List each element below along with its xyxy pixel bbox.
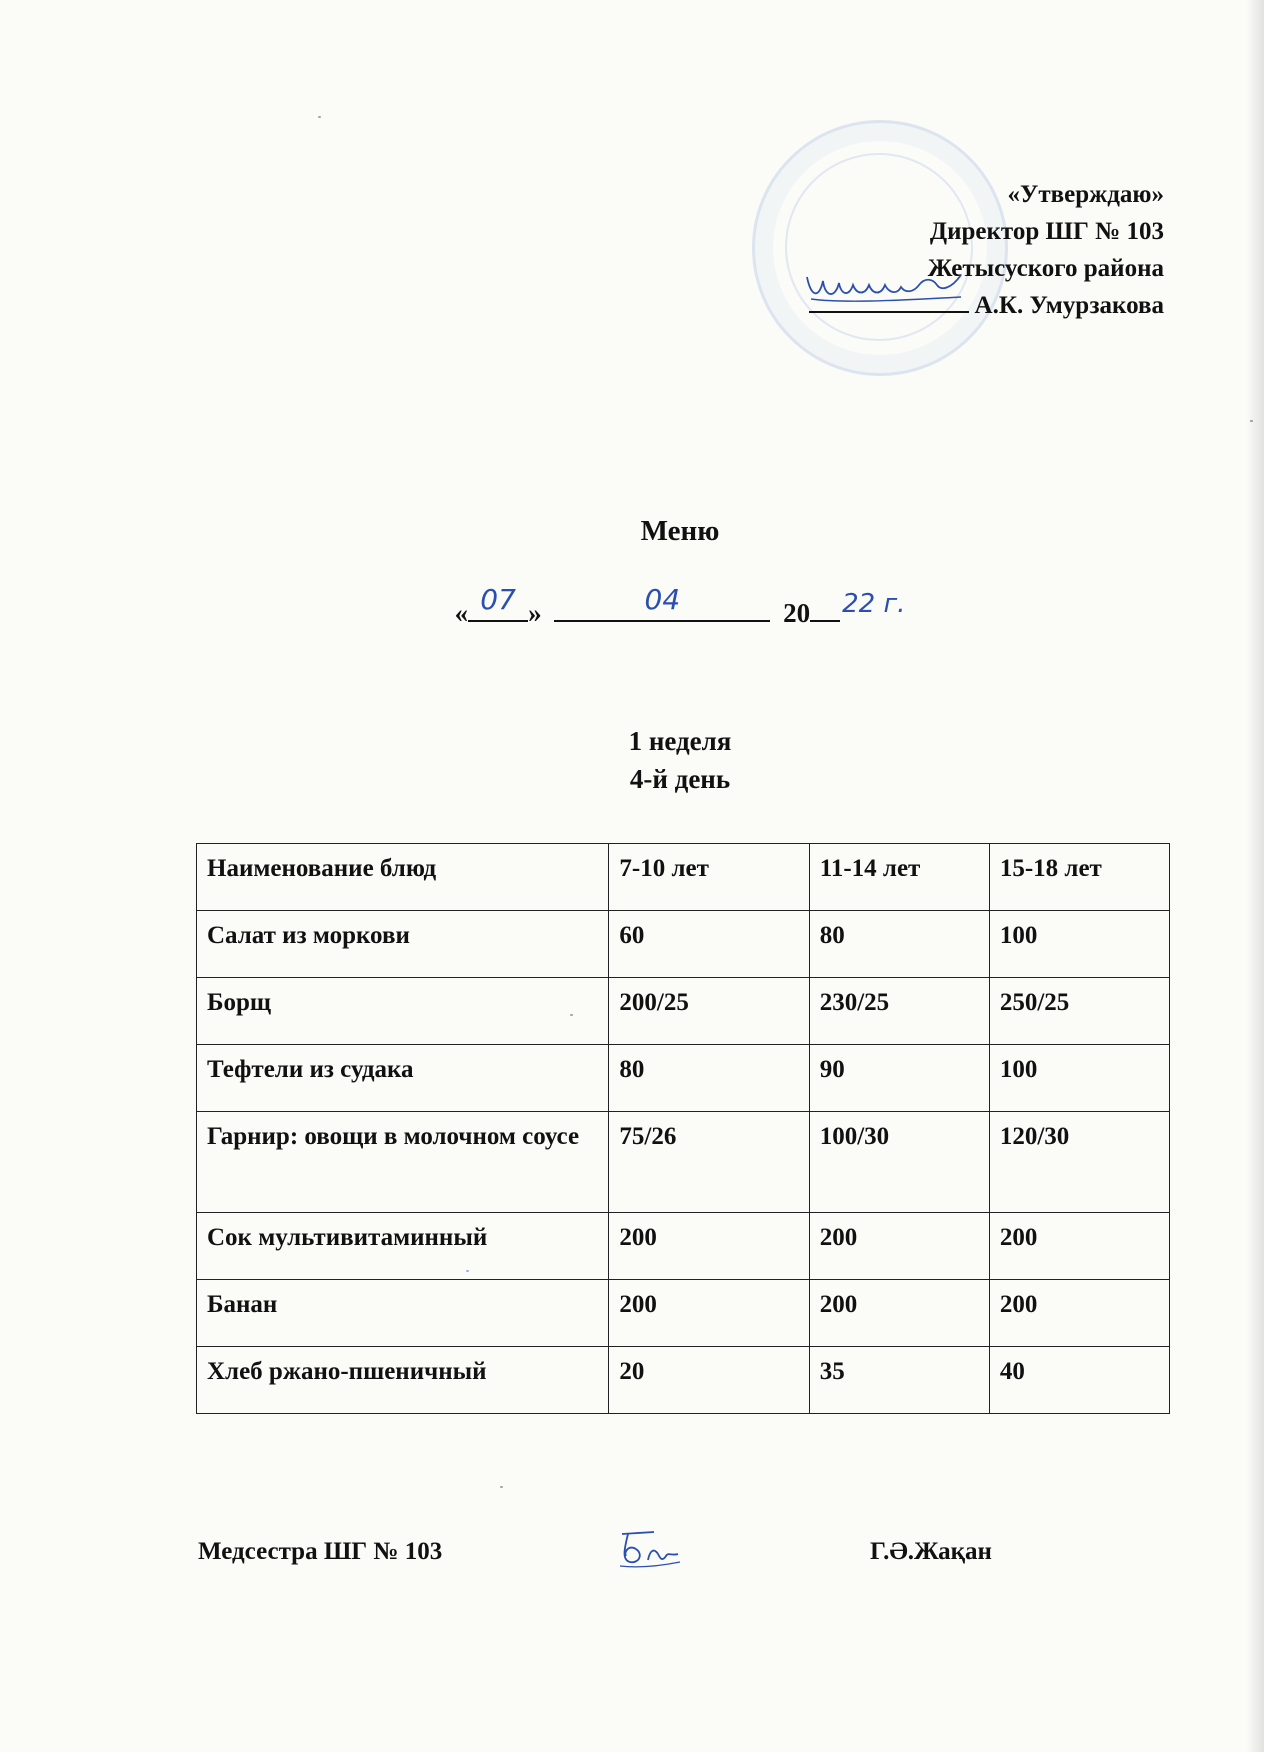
week-block [0, 722, 1264, 798]
table-header-row [197, 844, 1170, 911]
dish-name: Гарнир: овощи в молочном соусе [197, 1112, 609, 1213]
portion-15-18: 100 [989, 911, 1169, 978]
portion-11-14: 80 [809, 911, 989, 978]
portion-11-14: 200 [809, 1213, 989, 1280]
table-row [197, 1112, 1170, 1213]
day-number: 4-й день [629, 764, 731, 794]
approval-block [809, 176, 1164, 324]
dish-name: Сок мультивитаминный [197, 1213, 609, 1280]
table-row [197, 1045, 1170, 1112]
page-title: Меню [640, 515, 720, 547]
approval-signature-line [809, 287, 1164, 324]
date-day-blank [468, 583, 528, 622]
portion-11-14: 35 [809, 1347, 989, 1414]
portion-15-18: 200 [989, 1280, 1169, 1347]
portion-11-14: 90 [809, 1045, 989, 1112]
date-month: 04 [644, 583, 681, 616]
speck [570, 1014, 573, 1016]
portion-7-10: 200/25 [609, 978, 809, 1045]
approval-district: Жетысуского района [927, 255, 1164, 282]
portion-11-14: 100/30 [809, 1112, 989, 1213]
portion-7-10: 200 [609, 1280, 809, 1347]
approval-heading: «Утверждаю» [1007, 181, 1164, 208]
date-line [0, 583, 1264, 629]
speck [466, 1270, 469, 1272]
speck [318, 116, 321, 118]
menu-table [196, 843, 1170, 1414]
date-open-quote: « [454, 598, 469, 628]
table-row [197, 1347, 1170, 1414]
speck [500, 1486, 503, 1488]
portion-11-14: 200 [809, 1280, 989, 1347]
portion-7-10: 20 [609, 1347, 809, 1414]
week-number: 1 неделя [628, 726, 732, 756]
table-row [197, 978, 1170, 1045]
portion-7-10: 75/26 [609, 1112, 809, 1213]
header-age-11-14: 11-14 лет [809, 844, 989, 911]
nurse-name: Г.Ә.Жақан [870, 1538, 992, 1565]
director-signature [801, 267, 971, 307]
header-age-15-18: 15-18 лет [989, 844, 1169, 911]
date-year-prefix: 20 [783, 598, 811, 628]
dish-name: Хлеб ржано-пшеничный [197, 1347, 609, 1414]
approval-position: Директор ШГ № 103 [929, 218, 1164, 245]
approval-signer: А.К. Умурзакова [974, 292, 1164, 319]
dish-name: Тефтели из судака [197, 1045, 609, 1112]
table-row [197, 1213, 1170, 1280]
nurse-signature-block [198, 1538, 1098, 1566]
date-month-blank [554, 583, 770, 622]
speck [1250, 420, 1253, 422]
portion-15-18: 120/30 [989, 1112, 1169, 1213]
date-year-suffix: 22 г. [842, 589, 906, 619]
date-day: 07 [480, 583, 516, 616]
dish-name: Банан [197, 1280, 609, 1347]
portion-15-18: 100 [989, 1045, 1169, 1112]
dish-name: Борщ [197, 978, 609, 1045]
portion-15-18: 250/25 [989, 978, 1169, 1045]
header-dish: Наименование блюд [197, 844, 609, 911]
portion-7-10: 200 [609, 1213, 809, 1280]
table-row [197, 911, 1170, 978]
signature-blank [809, 289, 969, 313]
header-age-7-10: 7-10 лет [609, 844, 809, 911]
portion-7-10: 80 [609, 1045, 809, 1112]
date-year-blank [810, 598, 840, 622]
portion-15-18: 200 [989, 1213, 1169, 1280]
date-close-quote: » [528, 598, 542, 628]
portion-15-18: 40 [989, 1347, 1169, 1414]
portion-11-14: 230/25 [809, 978, 989, 1045]
nurse-role: Медсестра ШГ № 103 [198, 1538, 443, 1565]
scan-edge-shadow [1246, 0, 1264, 1752]
nurse-signature [614, 1526, 684, 1570]
table-row [197, 1280, 1170, 1347]
dish-name: Салат из моркови [197, 911, 609, 978]
portion-7-10: 60 [609, 911, 809, 978]
